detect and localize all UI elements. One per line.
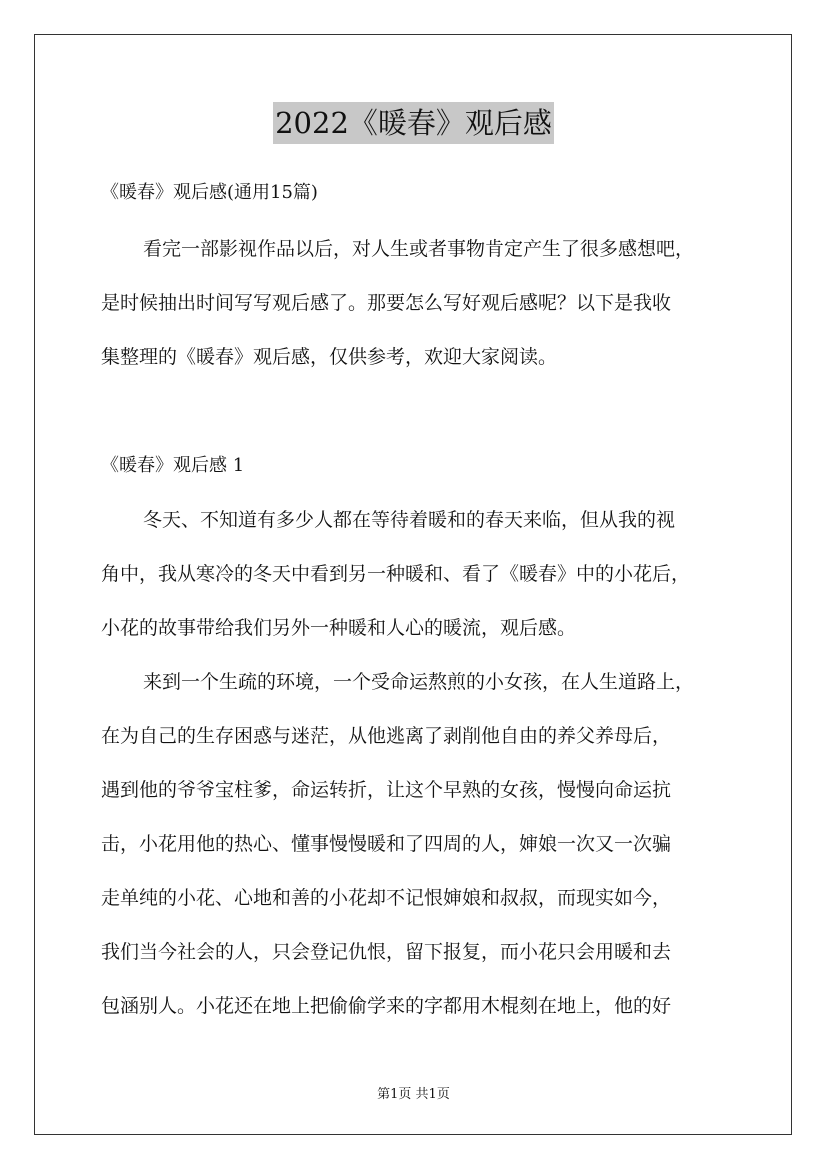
page-footer: 第1页 共1页 [377, 1087, 450, 1102]
paragraph2-line-7: 包涵别人。小花还在地上把偷偷学来的字都用木棍刻在地上，他的好 [101, 995, 672, 1017]
document-subtitle: 《暖春》观后感(通用15篇) [101, 182, 318, 203]
paragraph2-line-6: 我们当今社会的人，只会登记仇恨，留下报复，而小花只会用暖和去 [101, 941, 672, 963]
intro-line-3: 集整理的《暖春》观后感，仅供参考，欢迎大家阅读。 [101, 346, 558, 368]
paragraph1-line-2: 角中，我从寒冷的冬天中看到另一种暖和、看了《暖春》中的小花后， [101, 563, 691, 585]
intro-line-1: 看完一部影视作品以后，对人生或者事物肯定产生了很多感想吧， [143, 238, 695, 260]
paragraph2-line-5: 走单纯的小花、心地和善的小花却不记恨婶娘和叔叔，而现实如今， [101, 887, 672, 909]
intro-line-2: 是时候抽出时间写写观后感了。那要怎么写好观后感呢？以下是我收 [101, 292, 672, 314]
paragraph2-line-1: 来到一个生疏的环境，一个受命运熬煎的小女孩，在人生道路上， [143, 671, 695, 693]
paragraph2-line-4: 击，小花用他的热心、懂事慢慢暖和了四周的人，婶娘一次又一次骗 [101, 833, 672, 855]
paragraph1-line-3: 小花的故事带给我们另外一种暖和人心的暖流，观后感。 [101, 617, 577, 639]
paragraph2-line-2: 在为自己的生存困惑与迷茫，从他逃离了剥削他自由的养父养母后， [101, 725, 672, 747]
paragraph2-line-3: 遇到他的爷爷宝柱爹，命运转折，让这个早熟的女孩，慢慢向命运抗 [101, 779, 672, 801]
document-title: 2022《暖春》观后感 [0, 102, 827, 144]
paragraph1-line-1: 冬天、不知道有多少人都在等待着暖和的春天来临，但从我的视 [143, 509, 676, 531]
section-heading: 《暖春》观后感 1 [101, 455, 245, 476]
